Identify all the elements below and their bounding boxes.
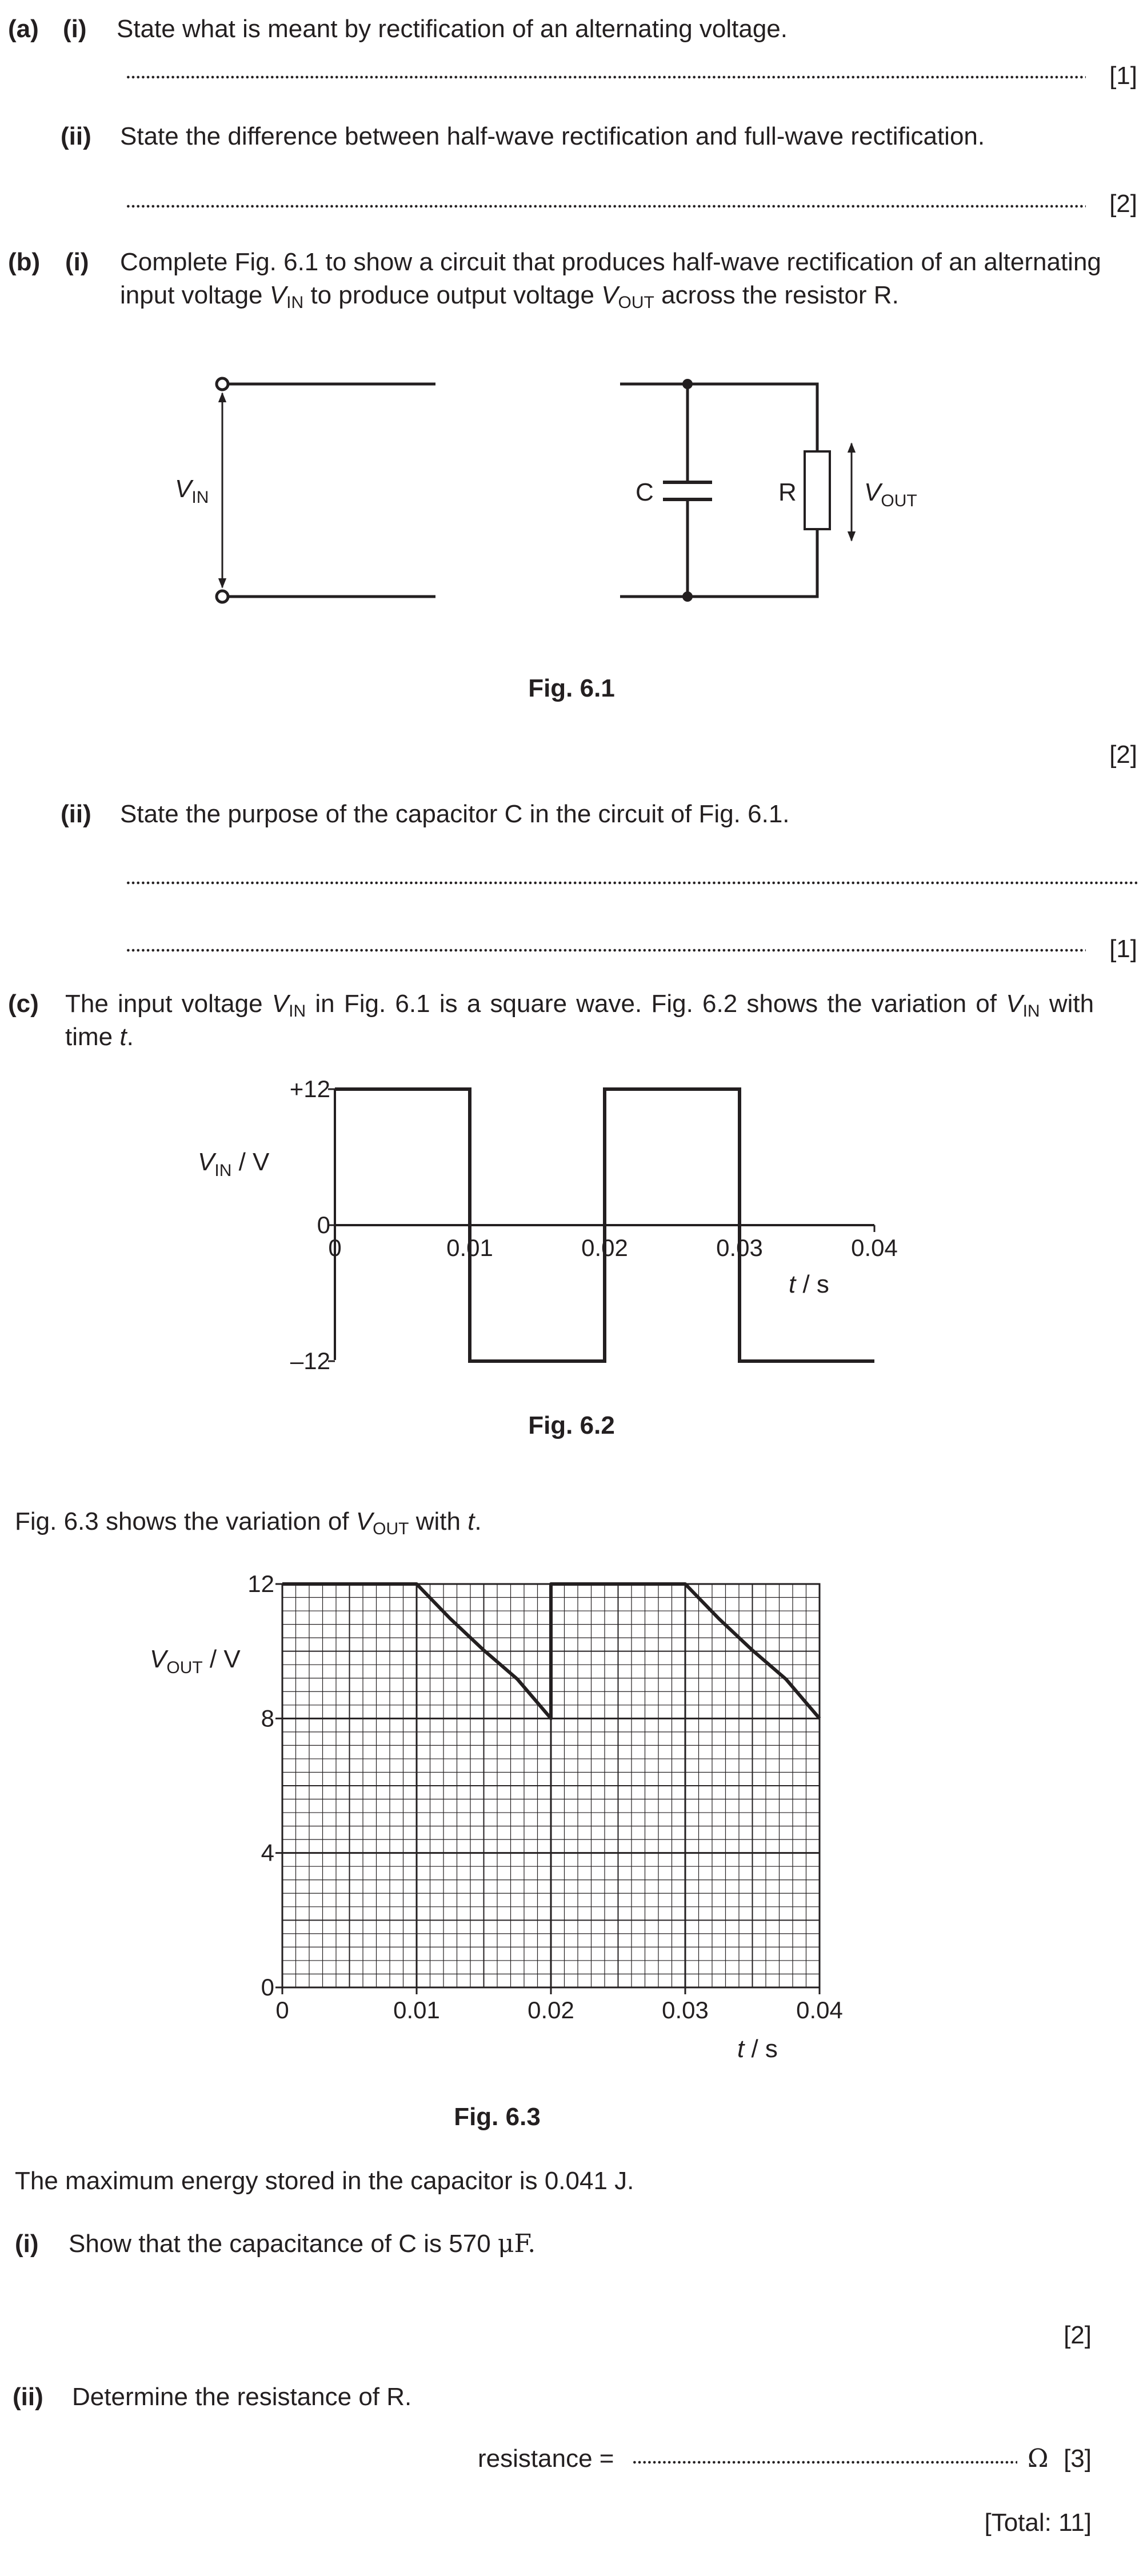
part-c-ii-label: (ii) bbox=[13, 2383, 43, 2411]
y-tick-label: 0 bbox=[261, 1974, 274, 2001]
y-tick-label: 8 bbox=[261, 1705, 274, 1732]
part-c-label: (c) bbox=[8, 990, 39, 1018]
part-b-i-label: (i) bbox=[65, 248, 89, 276]
part-c-ii-question: Determine the resistance of R. bbox=[72, 2383, 412, 2411]
part-a-i-label: (i) bbox=[63, 15, 87, 43]
x-axis-label: t / s bbox=[789, 1270, 829, 1298]
part-b-ii-label: (ii) bbox=[61, 800, 91, 828]
y-tick-label: 4 bbox=[261, 1839, 274, 1866]
fig63-intro: Fig. 6.3 shows the variation of $V_{OUT}$ with t. bbox=[15, 1507, 482, 1538]
x-tick-label: 0 bbox=[275, 1997, 289, 2023]
vin-label: $V_{IN}$ bbox=[175, 475, 209, 507]
resistor-label: R bbox=[778, 478, 797, 506]
mark: [2] bbox=[1064, 2321, 1092, 2349]
x-tick-label: 0.04 bbox=[851, 1234, 898, 1261]
resistance-answer-line[interactable] bbox=[632, 2461, 1017, 2464]
mark: [1] bbox=[1109, 62, 1137, 90]
mark: [1] bbox=[1109, 935, 1137, 963]
part-c-intro-line2: time t. bbox=[65, 1023, 134, 1051]
y-tick-label: 0 bbox=[317, 1211, 330, 1238]
ohm-symbol: Ω bbox=[1028, 2444, 1049, 2473]
y-tick-label: 12 bbox=[247, 1570, 274, 1597]
y-tick-label: +12 bbox=[289, 1075, 330, 1102]
x-tick-label: 0.01 bbox=[446, 1234, 493, 1261]
x-tick-label: 0.02 bbox=[581, 1234, 628, 1261]
part-b-i-line2: input voltage $V_{IN}$ to produce output voltage $V_{OUT}$ across the resistor R. bbox=[120, 281, 899, 312]
part-c-i-question: Show that the capacitance of C is 570 μF. bbox=[69, 2229, 536, 2258]
part-a-i-question: State what is meant by rectification of an alternating voltage. bbox=[117, 15, 788, 43]
x-tick-label: 0 bbox=[328, 1234, 342, 1261]
total-marks: [Total: 11] bbox=[984, 2509, 1092, 2537]
x-tick-label: 0.03 bbox=[716, 1234, 763, 1261]
part-a-ii-question: State the difference between half-wave rectification and full-wave rectification. bbox=[120, 122, 985, 150]
x-tick-label: 0.04 bbox=[796, 1997, 843, 2023]
y-axis-label: $V_{IN}$ / V bbox=[198, 1148, 270, 1180]
part-b-ii-question: State the purpose of the capacitor C in the circuit of Fig. 6.1. bbox=[120, 800, 790, 828]
mark: [2] bbox=[1109, 190, 1137, 218]
mark: [3] bbox=[1064, 2445, 1092, 2473]
part-c-intro-line1: The input voltage $V_{IN}$ in Fig. 6.1 is a square wave. Fig. 6.2 shows the variation of $V_{IN}$ with bbox=[65, 990, 1094, 1021]
figure-caption: Fig. 6.1 bbox=[528, 674, 615, 702]
x-axis-label: t / s bbox=[737, 2035, 778, 2063]
part-b-i-line1: Complete Fig. 6.1 to show a circuit that produces half-wave rectification of an alternating bbox=[120, 248, 1101, 276]
vout-label: $V_{OUT}$ bbox=[864, 478, 917, 510]
figure-caption: Fig. 6.3 bbox=[454, 2103, 541, 2131]
x-tick-label: 0.02 bbox=[527, 1997, 574, 2023]
part-c-i-label: (i) bbox=[15, 2230, 39, 2258]
part-a-label: (a) bbox=[8, 15, 39, 43]
y-axis-label: $V_{OUT}$ / V bbox=[150, 1645, 241, 1677]
x-tick-label: 0.03 bbox=[662, 1997, 709, 2023]
part-a-ii-label: (ii) bbox=[61, 122, 91, 150]
y-tick-label: –12 bbox=[290, 1347, 330, 1374]
figure-caption: Fig. 6.2 bbox=[528, 1411, 615, 1439]
resistance-label: resistance = bbox=[478, 2445, 614, 2473]
part-b-label: (b) bbox=[8, 248, 41, 276]
x-tick-label: 0.01 bbox=[393, 1997, 440, 2023]
energy-statement: The maximum energy stored in the capacitor is 0.041 J. bbox=[15, 2167, 634, 2195]
mark: [2] bbox=[1109, 741, 1137, 769]
capacitor-label: C bbox=[636, 478, 654, 506]
